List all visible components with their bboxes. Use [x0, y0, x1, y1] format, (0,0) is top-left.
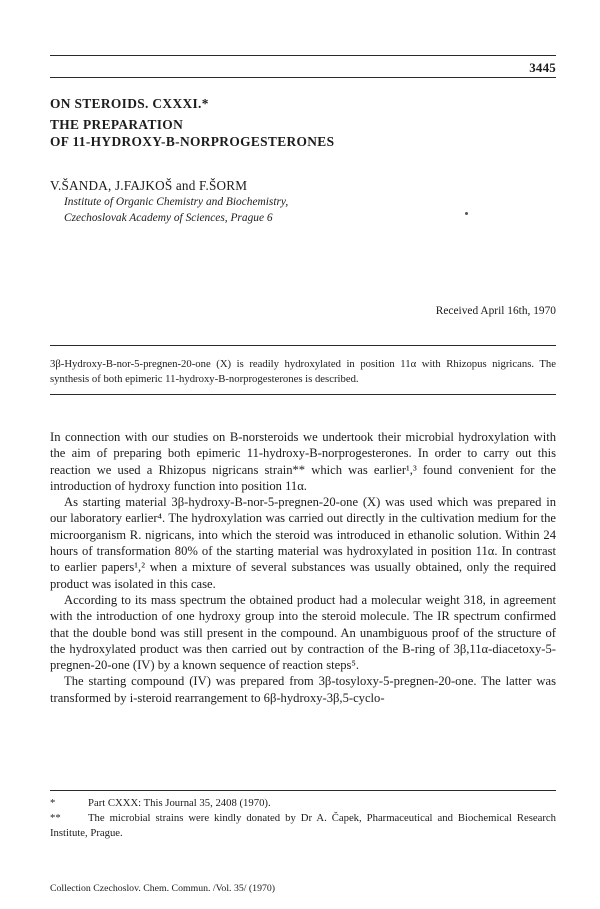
footnote-text: The microbial strains were kindly donated by Dr A. Čapek, Pharmaceutical and Biochemical Research Institute, Prague. — [50, 812, 556, 839]
article-title-line-3: OF 11-HYDROXY-B-NORPROGESTERONES — [50, 134, 335, 149]
footnote-text: Part CXXX: This Journal 35, 2408 (1970). — [88, 797, 271, 809]
header-rule — [50, 55, 556, 56]
footnote — [50, 796, 556, 811]
footnote-mark: * — [50, 797, 56, 809]
authors: V.ŠANDA, J.FAJKOŠ and F.ŠORM — [50, 178, 248, 193]
journal-footer: Collection Czechoslov. Chem. Commun. /Vol. 35/ (1970) — [50, 883, 276, 894]
affiliation-line-2: Czechoslovak Academy of Sciences, Prague 6 — [64, 212, 273, 224]
footnote-rule — [50, 790, 556, 791]
body-paragraph: In connection with our studies on B-norsteroids we undertook their microbial hydroxylation with the aim of preparing both epimeric 11-hydroxy-B-norprogesterones. In order to carry out this reaction we used a Rhizopus nigricans strain** which was earlier¹,³ found convenient for the introduction of hydroxy function into position 11α. — [50, 430, 556, 493]
affiliation-line-1: Institute of Organic Chemistry and Biochemistry, — [64, 196, 289, 208]
abstract-top-rule — [50, 345, 556, 346]
body-paragraph: According to its mass spectrum the obtained product had a molecular weight 318, in agreement with the introduction of one hydroxy group into the steroid molecule. The IR spectrum confirmed that the double bond was still present in the compound. An unambiguous proof of the structure of the hydroxylated product was then carried out by contraction of the B-ring of 3β,11α-diacetoxy-5-pregnen-20-one (IV) by a known sequence of reaction steps⁵. — [50, 592, 556, 673]
body-paragraph: As starting material 3β-hydroxy-B-nor-5-pregnen-20-one (X) was used which was prepared in our laboratory earlier⁴. The hydroxylation was carried out directly in the cultivation medium for the microorganism R. nigricans, into which the steroid was introduced in ethanolic solution. Within 24 hours of transformation 80% of the starting material was hydroxylated in position 11α. In contrast to earlier papers¹,² when a mixture of several substances was usually obtained, only the required product was isolated in this case. — [50, 495, 556, 591]
abstract-bottom-rule — [50, 394, 556, 395]
header-rule-lower — [50, 77, 556, 78]
article-body — [50, 429, 556, 706]
speck — [465, 212, 468, 215]
abstract: 3β-Hydroxy-B-nor-5-pregnen-20-one (X) is readily hydroxylated in position 11α with Rhizopus nigricans. The synthesis of both epimeric 11-hydroxy-B-norprogesterones is described. — [50, 358, 556, 386]
received-date: Received April 16th, 1970 — [435, 305, 556, 317]
article-title-line-2: THE PREPARATION — [50, 117, 184, 132]
article-title-line-1: ON STEROIDS. CXXXI.* — [50, 96, 209, 111]
footnote-mark: ** — [50, 812, 61, 824]
footnote — [50, 811, 556, 840]
body-paragraph: The starting compound (IV) was prepared from 3β-tosyloxy-5-pregnen-20-one. The latter was transformed by i-steroid rearrangement to 6β-hydroxy-3β,5-cyclo- — [50, 674, 556, 705]
page-number: 3445 — [529, 60, 556, 75]
